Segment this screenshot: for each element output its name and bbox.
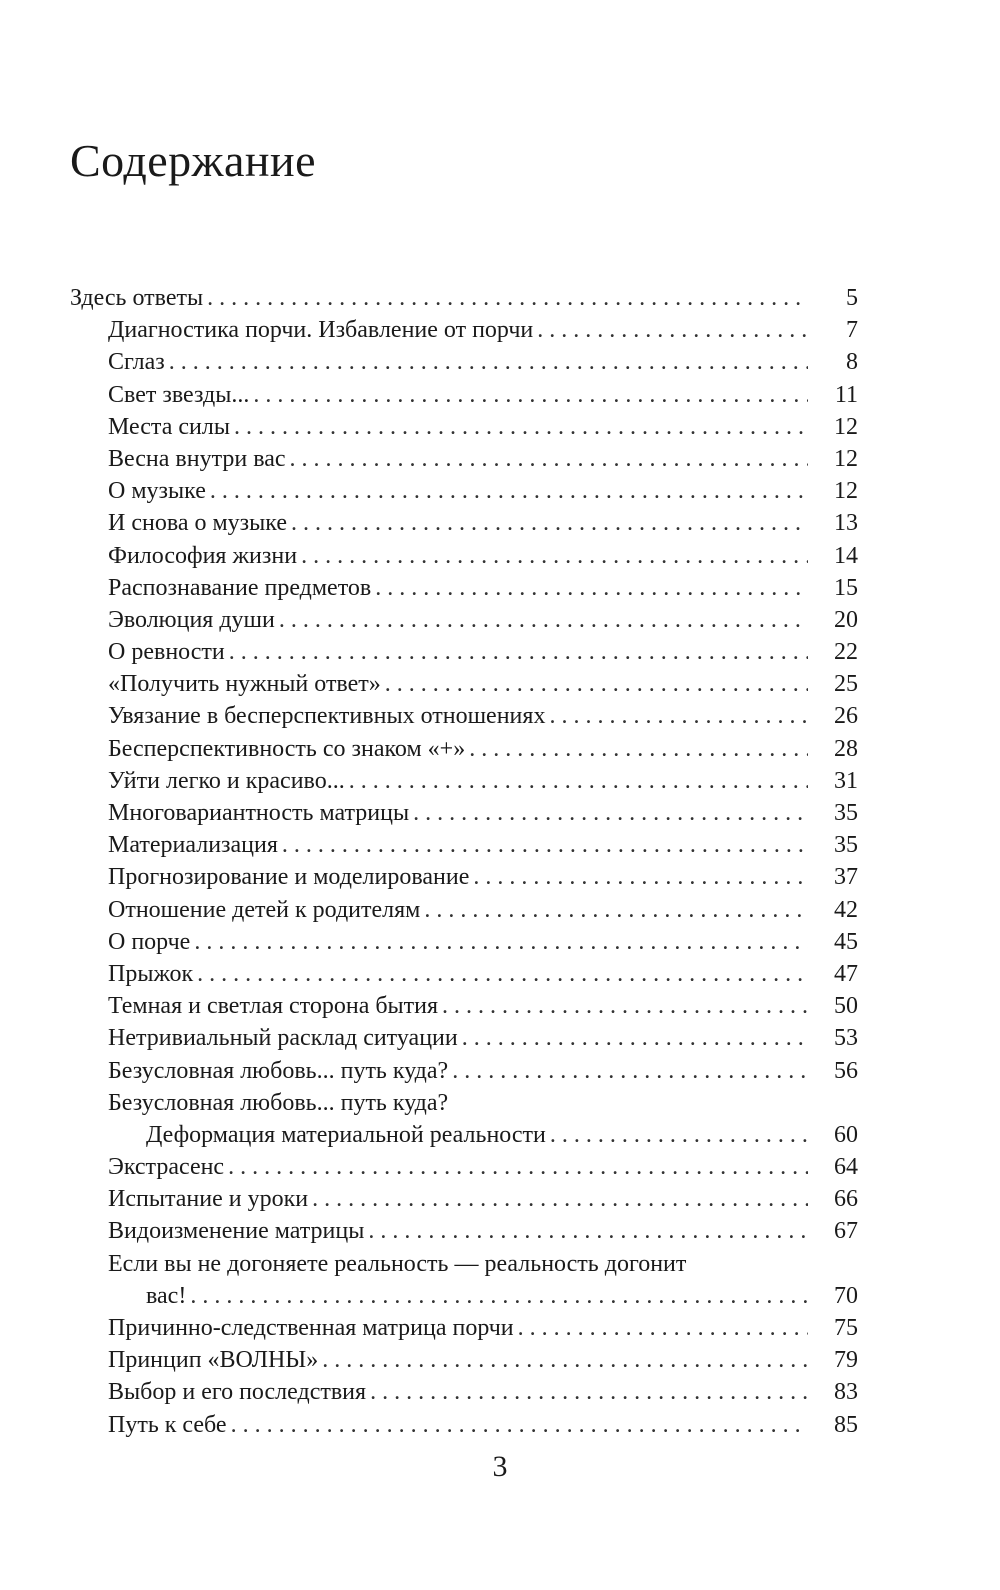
toc-dot-leader [234, 411, 808, 443]
toc-entry-title: вас! [146, 1282, 187, 1309]
toc-dot-leader [537, 314, 808, 346]
toc-entry-page: 53 [834, 1025, 858, 1052]
toc-entry [70, 1409, 858, 1441]
toc-entry [70, 1312, 858, 1344]
toc-entry-title: Отношение детей к родителям [108, 896, 421, 923]
toc-entry-page: 28 [834, 735, 858, 762]
toc-entry [70, 1055, 858, 1087]
toc-entry-page: 14 [834, 542, 858, 569]
toc-entry-page: 12 [834, 478, 858, 505]
toc-entry [70, 861, 858, 893]
toc-dot-leader [228, 1151, 808, 1183]
toc-entry [70, 1215, 858, 1247]
toc-dot-leader [322, 1344, 808, 1376]
toc-entry-title: Уйти легко и красиво... [108, 767, 345, 794]
toc-dot-leader [290, 443, 808, 475]
toc-entry-title: Свет звезды... [108, 381, 250, 408]
toc-entry-page: 20 [834, 606, 858, 633]
toc-dot-leader [368, 1215, 808, 1247]
toc-entry [70, 990, 858, 1022]
toc-entry-page: 22 [834, 639, 858, 666]
toc-entry [70, 958, 858, 990]
toc-entry-page: 67 [834, 1218, 858, 1245]
page-title: Содержание [70, 135, 317, 186]
toc-entry-title: Безусловная любовь... путь куда? [108, 1089, 449, 1116]
toc-dot-leader [370, 1376, 808, 1408]
toc-entry-page: 64 [834, 1154, 858, 1181]
toc-entry-page: 66 [834, 1186, 858, 1213]
toc-entry-page: 12 [834, 445, 858, 472]
toc-entry-title: О порче [108, 928, 191, 955]
toc-entry [70, 700, 858, 732]
toc-entry-title: И снова о музыке [108, 510, 288, 537]
toc-entry-page: 12 [834, 413, 858, 440]
toc-entry-page: 50 [834, 993, 858, 1020]
toc-dot-leader [210, 475, 808, 507]
toc-entry [70, 636, 858, 668]
toc-entry-title: Выбор и его последствия [108, 1379, 367, 1406]
toc-dot-leader [462, 1022, 808, 1054]
toc-dot-leader [349, 765, 808, 797]
toc-entry-title: Эволюция души [108, 606, 275, 633]
toc-entry-page: 8 [846, 349, 858, 376]
toc-entry [70, 765, 858, 797]
toc-entry-page: 79 [834, 1347, 858, 1374]
toc-entry-page: 31 [834, 767, 858, 794]
toc-entry-title: Деформация материальной реальности [146, 1121, 546, 1148]
toc-entry [70, 346, 858, 378]
toc-entry [70, 443, 858, 475]
toc-entry-title: «Получить нужный ответ» [108, 671, 381, 698]
toc-entry-title: Прогнозирование и моделирование [108, 864, 470, 891]
toc-dot-leader [550, 1119, 808, 1151]
toc-entry [70, 1022, 858, 1054]
toc-entry [70, 733, 858, 765]
toc-entry-page: 26 [834, 703, 858, 730]
toc-dot-leader [301, 540, 808, 572]
toc-entry-page: 15 [834, 574, 858, 601]
toc-entry-page: 45 [834, 928, 858, 955]
toc-entry-title: Испытание и уроки [108, 1186, 309, 1213]
toc-entry-title: О музыке [108, 478, 206, 505]
toc-dot-leader [169, 346, 808, 378]
page-number: 3 [492, 1450, 508, 1483]
toc-entry-page: 37 [834, 864, 858, 891]
toc-dot-leader [469, 733, 808, 765]
toc-dot-leader [197, 958, 808, 990]
toc-entry [70, 894, 858, 926]
toc-entry-page: 75 [834, 1315, 858, 1341]
toc-dot-leader [549, 700, 808, 732]
toc-entry [70, 282, 858, 314]
toc-entry [70, 1344, 858, 1376]
toc-entry-title: Места силы [108, 413, 230, 440]
toc-entry [70, 540, 858, 572]
toc-dot-leader [190, 1280, 808, 1312]
toc-entry-title: О ревности [108, 639, 225, 666]
toc-entry [70, 668, 858, 700]
toc-entry-title: Увязание в бесперспективных отношениях [108, 703, 546, 730]
toc-entry-title: Бесперспективность со знаком «+» [108, 735, 466, 762]
toc-entry [70, 1183, 858, 1215]
toc-dot-leader [291, 507, 808, 539]
toc-entry-title: Сглаз [108, 349, 165, 376]
toc-dot-leader [385, 668, 808, 700]
toc-dot-leader [413, 797, 808, 829]
toc-entry-title: Причинно-следственная матрица порчи [108, 1315, 514, 1341]
toc-entry-title: Видоизменение матрицы [108, 1218, 365, 1245]
toc-entry-page: 35 [834, 832, 858, 859]
toc-dot-leader [424, 894, 808, 926]
toc-entry-title: Путь к себе [108, 1411, 227, 1438]
toc-entry [70, 1119, 858, 1151]
toc-entry-title: Темная и светлая сторона бытия [108, 993, 439, 1020]
toc-dot-leader [473, 861, 808, 893]
toc-entry-page: 25 [834, 671, 858, 698]
toc-entry [70, 829, 858, 861]
toc-entry-title: Экстрасенс [108, 1154, 225, 1181]
toc-entry [70, 507, 858, 539]
toc-entry [70, 1248, 858, 1280]
toc-entry [70, 572, 858, 604]
toc-dot-leader [279, 604, 808, 636]
toc-entry-title: Материализация [108, 832, 278, 859]
toc-entry-page: 5 [846, 285, 858, 311]
toc-entry-title: Безусловная любовь... путь куда? [108, 1057, 449, 1084]
toc-entry [70, 604, 858, 636]
toc-entry-page: 56 [834, 1057, 858, 1084]
toc-entry-title: Принцип «ВОЛНЫ» [108, 1347, 319, 1374]
toc-entry-page: 60 [834, 1121, 858, 1148]
toc-entry-page: 70 [834, 1282, 858, 1309]
toc-entry-page: 7 [846, 317, 858, 344]
toc-dot-leader [229, 636, 808, 668]
toc-dot-leader [207, 282, 808, 314]
toc-dot-leader [253, 379, 808, 411]
toc-entry-page: 47 [834, 960, 858, 987]
toc-entry-title: Философия жизни [108, 542, 298, 569]
toc-dot-leader [518, 1312, 808, 1344]
toc-dot-leader [194, 926, 808, 958]
toc-entry-title: Прыжок [108, 960, 194, 987]
toc-entry [70, 1087, 858, 1119]
table-of-contents [70, 282, 858, 1441]
toc-entry [70, 411, 858, 443]
toc-entry [70, 926, 858, 958]
toc-entry [70, 475, 858, 507]
toc-entry [70, 314, 858, 346]
toc-entry-title: Если вы не догоняете реальность — реальность догонит [108, 1250, 687, 1277]
toc-dot-leader [282, 829, 808, 861]
toc-dot-leader [375, 572, 808, 604]
toc-dot-leader [452, 1055, 808, 1087]
toc-entry-title: Диагностика порчи. Избавление от порчи [108, 317, 534, 344]
toc-entry-title: Нетривиальный расклад ситуации [108, 1025, 458, 1052]
toc-entry-page: 85 [834, 1411, 858, 1438]
toc-dot-leader [442, 990, 808, 1022]
toc-entry-title: Весна внутри вас [108, 445, 286, 472]
toc-entry-page: 35 [834, 800, 858, 826]
toc-entry [70, 379, 858, 411]
toc-entry-page: 13 [834, 510, 858, 537]
toc-entry-page: 42 [834, 896, 858, 923]
toc-entry [70, 1151, 858, 1183]
toc-entry [70, 797, 858, 829]
toc-entry-page: 11 [834, 381, 858, 408]
toc-dot-leader [312, 1183, 808, 1215]
toc-dot-leader [231, 1409, 808, 1441]
toc-entry [70, 1376, 858, 1408]
toc-entry-page: 83 [834, 1379, 858, 1406]
toc-entry [70, 1280, 858, 1312]
toc-entry-title: Многовариантность матрицы [108, 800, 410, 826]
toc-entry-title: Распознавание предметов [108, 574, 372, 601]
toc-entry-title: Здесь ответы [70, 285, 204, 311]
